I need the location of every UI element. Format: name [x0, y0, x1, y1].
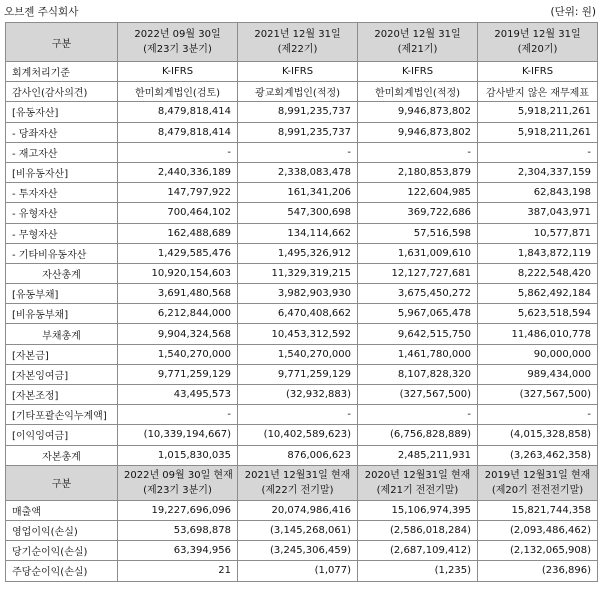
value-cell: 1,015,830,035: [118, 445, 238, 465]
value-cell: K-IFRS: [238, 62, 358, 82]
row-label-cell: 영업이익(손실): [6, 520, 118, 540]
value-cell: 15,106,974,395: [358, 500, 478, 520]
value-cell: 6,470,408,662: [238, 304, 358, 324]
period-label: (제23기 3분기): [143, 484, 212, 496]
value-cell: (3,263,462,358): [478, 445, 598, 465]
value-cell: 5,918,211,261: [478, 102, 598, 122]
value-cell: 147,797,922: [118, 183, 238, 203]
row-label-cell: 자본총계: [6, 445, 118, 465]
value-cell: 1,429,585,476: [118, 243, 238, 263]
table-row: [6, 223, 598, 243]
value-cell: (1,077): [238, 561, 358, 581]
value-cell: K-IFRS: [118, 62, 238, 82]
value-cell: 광교회계법인(적정): [238, 82, 358, 102]
value-cell: 9,642,515,750: [358, 324, 478, 344]
row-label-cell: [비유동자산]: [6, 162, 118, 182]
value-cell: (327,567,500): [358, 385, 478, 405]
value-cell: 43,495,573: [118, 385, 238, 405]
period-date: 2020년 12월 31일: [374, 29, 461, 40]
table-row: [6, 500, 598, 520]
value-cell: 2,304,337,159: [478, 162, 598, 182]
value-cell: 63,394,956: [118, 541, 238, 561]
value-cell: 5,862,492,184: [478, 284, 598, 304]
value-cell: 11,486,010,778: [478, 324, 598, 344]
row-label-cell: - 무형자산: [6, 223, 118, 243]
period-label: (제20기): [517, 44, 558, 55]
value-cell: K-IFRS: [478, 62, 598, 82]
row-label-cell: [유동부채]: [6, 284, 118, 304]
value-cell: (32,932,883): [238, 385, 358, 405]
row-label-cell: 자산총계: [6, 263, 118, 283]
value-cell: 5,967,065,478: [358, 304, 478, 324]
company-name: 오브젠 주식회사: [4, 6, 79, 18]
value-cell: 10,453,312,592: [238, 324, 358, 344]
header-label-cell: 구분: [6, 23, 118, 62]
period-header-cell: [118, 23, 238, 62]
value-cell: 700,464,102: [118, 203, 238, 223]
row-label-cell: - 재고자산: [6, 142, 118, 162]
value-cell: 2,485,211,931: [358, 445, 478, 465]
period-label: (제21기 전전기말): [376, 484, 459, 496]
row-label-cell: [비유동부채]: [6, 304, 118, 324]
table-row: [6, 425, 598, 445]
value-cell: (3,245,306,459): [238, 541, 358, 561]
row-label-cell: [이익잉여금]: [6, 425, 118, 445]
value-cell: (236,896): [478, 561, 598, 581]
value-cell: 9,771,259,129: [118, 364, 238, 384]
value-cell: 1,540,270,000: [118, 344, 238, 364]
value-cell: 8,991,235,737: [238, 102, 358, 122]
row-label-cell: [자본조정]: [6, 385, 118, 405]
period-date: 2022년 09월 30일 현재: [124, 469, 233, 481]
value-cell: (2,132,065,908): [478, 541, 598, 561]
value-cell: -: [118, 405, 238, 425]
value-cell: 8,991,235,737: [238, 122, 358, 142]
table-row: [6, 344, 598, 364]
table-row: [6, 62, 598, 82]
table-row: [6, 324, 598, 344]
value-cell: 6,212,844,000: [118, 304, 238, 324]
row-label-cell: [자본금]: [6, 344, 118, 364]
value-cell: 9,946,873,802: [358, 122, 478, 142]
value-cell: 19,227,696,096: [118, 500, 238, 520]
value-cell: 547,300,698: [238, 203, 358, 223]
value-cell: (2,687,109,412): [358, 541, 478, 561]
value-cell: 1,495,326,912: [238, 243, 358, 263]
table-row: [6, 243, 598, 263]
table-row: [6, 445, 598, 465]
period-header-cell: [478, 23, 598, 62]
value-cell: 2,440,336,189: [118, 162, 238, 182]
table-row: [6, 162, 598, 182]
header-label-cell: 구분: [6, 465, 118, 500]
value-cell: 1,631,009,610: [358, 243, 478, 263]
value-cell: 876,006,623: [238, 445, 358, 465]
value-cell: 2,180,853,879: [358, 162, 478, 182]
period-date: 2019년 12월 31일: [494, 29, 581, 40]
value-cell: 1,843,872,119: [478, 243, 598, 263]
table-row: [6, 561, 598, 581]
row-label-cell: 회계처리기준: [6, 62, 118, 82]
value-cell: -: [478, 405, 598, 425]
value-cell: 감사받지 않은 재무제표: [478, 82, 598, 102]
value-cell: 369,722,686: [358, 203, 478, 223]
financial-table-body: [6, 23, 598, 582]
value-cell: (6,756,828,889): [358, 425, 478, 445]
row-label-cell: 감사인(감사의견): [6, 82, 118, 102]
period-header-cell: [358, 23, 478, 62]
value-cell: 5,918,211,261: [478, 122, 598, 142]
period-date: 2019년 12월31일 현재: [484, 469, 591, 481]
value-cell: (4,015,328,858): [478, 425, 598, 445]
period-header-cell: [238, 23, 358, 62]
period-header-cell: [238, 465, 358, 500]
value-cell: 1,540,270,000: [238, 344, 358, 364]
value-cell: 3,982,903,930: [238, 284, 358, 304]
value-cell: -: [358, 142, 478, 162]
value-cell: (3,145,268,061): [238, 520, 358, 540]
value-cell: -: [118, 142, 238, 162]
value-cell: K-IFRS: [358, 62, 478, 82]
value-cell: 20,074,986,416: [238, 500, 358, 520]
table-row: [6, 304, 598, 324]
row-label-cell: 부채총계: [6, 324, 118, 344]
row-label-cell: - 기타비유동자산: [6, 243, 118, 263]
value-cell: 9,946,873,802: [358, 102, 478, 122]
period-header-cell: [118, 465, 238, 500]
row-label-cell: 매출액: [6, 500, 118, 520]
value-cell: 9,904,324,568: [118, 324, 238, 344]
value-cell: 122,604,985: [358, 183, 478, 203]
value-cell: 10,577,871: [478, 223, 598, 243]
value-cell: (2,586,018,284): [358, 520, 478, 540]
value-cell: 134,114,662: [238, 223, 358, 243]
table-row: [6, 541, 598, 561]
table-row: [6, 102, 598, 122]
value-cell: 8,479,818,414: [118, 102, 238, 122]
period-date: 2022년 09월 30일: [134, 29, 221, 40]
value-cell: 62,843,198: [478, 183, 598, 203]
row-label-cell: [기타포괄손익누계액]: [6, 405, 118, 425]
value-cell: 한미회계법인(적정): [358, 82, 478, 102]
row-label-cell: 주당순이익(손실): [6, 561, 118, 581]
value-cell: 53,698,878: [118, 520, 238, 540]
value-cell: (2,093,486,462): [478, 520, 598, 540]
table-row: [6, 364, 598, 384]
value-cell: -: [358, 405, 478, 425]
value-cell: 989,434,000: [478, 364, 598, 384]
header-row: [6, 465, 598, 500]
value-cell: 1,461,780,000: [358, 344, 478, 364]
value-cell: 387,043,971: [478, 203, 598, 223]
row-label-cell: - 당좌자산: [6, 122, 118, 142]
table-row: [6, 405, 598, 425]
period-label: (제22기): [277, 44, 318, 55]
unit-label: (단위: 원): [550, 6, 596, 18]
value-cell: 8,479,818,414: [118, 122, 238, 142]
value-cell: 한미회계법인(검토): [118, 82, 238, 102]
value-cell: (10,402,589,623): [238, 425, 358, 445]
period-date: 2020년 12월31일 현재: [364, 469, 471, 481]
period-date: 2021년 12월31일 현재: [244, 469, 351, 481]
financial-table: [5, 22, 598, 582]
table-row: [6, 385, 598, 405]
value-cell: (1,235): [358, 561, 478, 581]
value-cell: 8,107,828,320: [358, 364, 478, 384]
value-cell: -: [478, 142, 598, 162]
value-cell: 57,516,598: [358, 223, 478, 243]
report-header: [0, 4, 602, 20]
value-cell: 9,771,259,129: [238, 364, 358, 384]
value-cell: 5,623,518,594: [478, 304, 598, 324]
value-cell: 3,675,450,272: [358, 284, 478, 304]
row-label-cell: - 투자자산: [6, 183, 118, 203]
value-cell: 10,920,154,603: [118, 263, 238, 283]
value-cell: 11,329,319,215: [238, 263, 358, 283]
table-row: [6, 82, 598, 102]
value-cell: 8,222,548,420: [478, 263, 598, 283]
value-cell: -: [238, 405, 358, 425]
value-cell: (327,567,500): [478, 385, 598, 405]
period-label: (제20기 전전전기말): [491, 484, 584, 496]
value-cell: 15,821,744,358: [478, 500, 598, 520]
table-row: [6, 263, 598, 283]
value-cell: 3,691,480,568: [118, 284, 238, 304]
row-label-cell: - 유형자산: [6, 203, 118, 223]
table-row: [6, 203, 598, 223]
period-date: 2021년 12월 31일: [254, 29, 341, 40]
row-label-cell: [자본잉여금]: [6, 364, 118, 384]
value-cell: 161,341,206: [238, 183, 358, 203]
value-cell: -: [238, 142, 358, 162]
value-cell: (10,339,194,667): [118, 425, 238, 445]
table-row: [6, 183, 598, 203]
period-label: (제23기 3분기): [143, 44, 212, 55]
value-cell: 12,127,727,681: [358, 263, 478, 283]
table-row: [6, 284, 598, 304]
value-cell: 90,000,000: [478, 344, 598, 364]
period-header-cell: [358, 465, 478, 500]
table-row: [6, 122, 598, 142]
period-header-cell: [478, 465, 598, 500]
table-row: [6, 520, 598, 540]
value-cell: 162,488,689: [118, 223, 238, 243]
period-label: (제22기 전기말): [261, 484, 334, 496]
header-row: [6, 23, 598, 62]
row-label-cell: 당기순이익(손실): [6, 541, 118, 561]
value-cell: 2,338,083,478: [238, 162, 358, 182]
period-label: (제21기): [397, 44, 438, 55]
row-label-cell: [유동자산]: [6, 102, 118, 122]
value-cell: 21: [118, 561, 238, 581]
table-row: [6, 142, 598, 162]
